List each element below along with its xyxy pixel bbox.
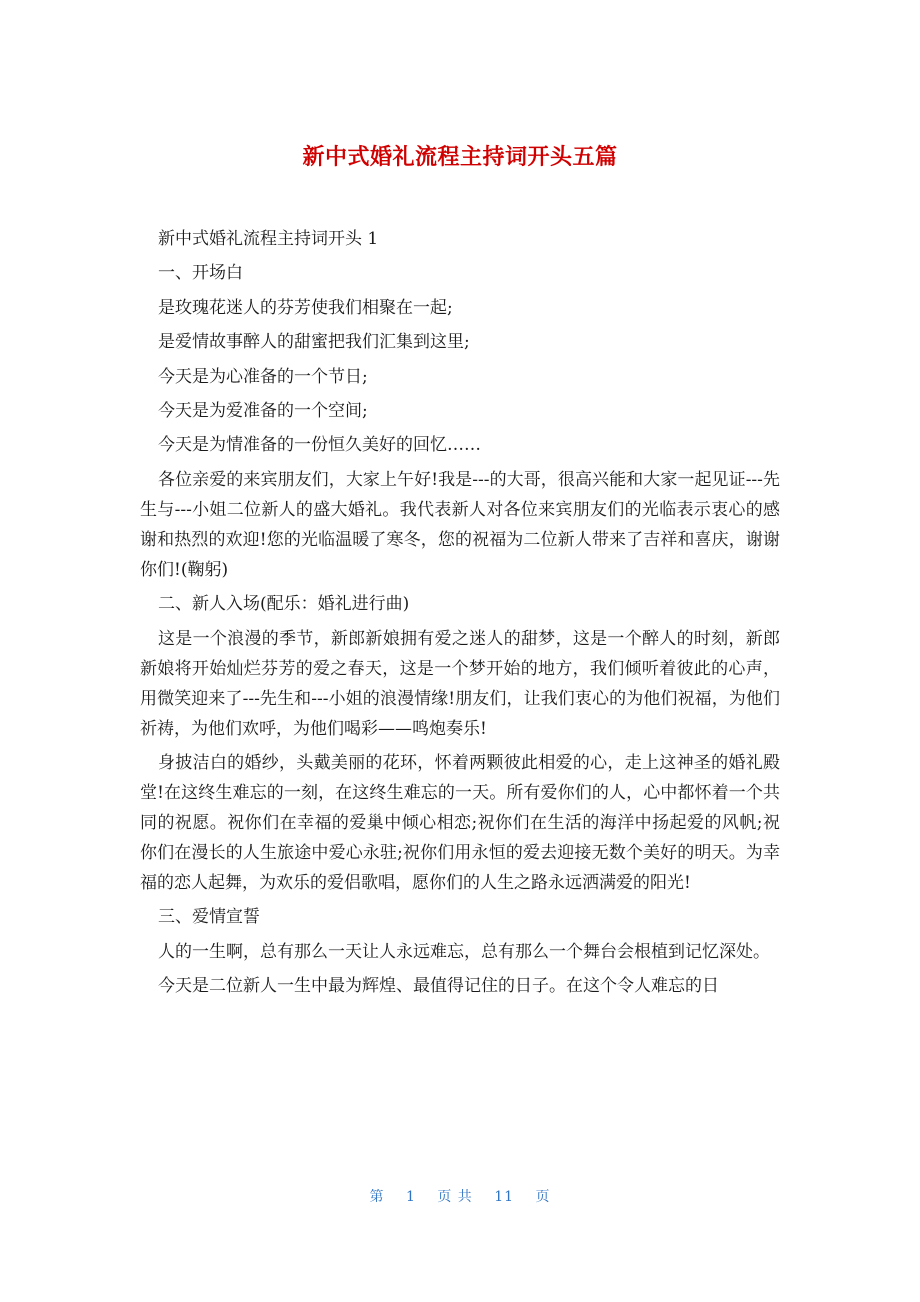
- section-heading: 一、开场白: [158, 263, 243, 284]
- paragraph: 各位亲爱的来宾朋友们，大家上午好!我是---的大哥，很高兴能和大家一起见证---先生与---小姐二位新人的盛大婚礼。我代表新人对各位来宾朋友们的光临表示衷心的感谢和热烈的欢迎!您的光临温暖了寒冬，您的祝福为二位新人带来了吉祥和喜庆，谢谢你们!(鞠躬): [140, 469, 780, 580]
- paragraph: 身披洁白的婚纱，头戴美丽的花环，怀着两颗彼此相爱的心，走上这神圣的婚礼殿堂!在这终生难忘的一刻，在这终生难忘的一天。所有爱你们的人，心中都怀着一个共同的祝愿。祝你们在幸福的爱巢中倾心相恋;祝你们在生活的海洋中扬起爱的风帆;祝你们在漫长的人生旅途中爱心永驻;祝你们用永恒的爱去迎接无数个美好的明天。为幸福的恋人起舞，为欢乐的爱侣歌唱，愿你们的人生之路永远洒满爱的阳光!: [140, 752, 780, 893]
- paragraph: 人的一生啊，总有那么一天让人永远难忘，总有那么一个舞台会根植到记忆深处。: [158, 941, 770, 962]
- footer-label-pages: 页: [535, 1189, 551, 1205]
- text-line: 今天是为爱准备的一个空间;: [158, 400, 368, 421]
- text-line: 是爱情故事醉人的甜蜜把我们汇集到这里;: [158, 332, 470, 353]
- page-footer: [0, 1186, 920, 1206]
- section-heading: 三、爱情宣誓: [158, 907, 260, 928]
- footer-current-page: 1: [405, 1189, 416, 1205]
- section-heading: 新中式婚礼流程主持词开头 1: [158, 229, 379, 249]
- footer-total-pages: 11: [494, 1189, 515, 1205]
- text-line: 今天是为情准备的一份恒久美好的回忆……: [158, 435, 481, 456]
- footer-label-page: 第: [369, 1189, 385, 1205]
- section-heading: 二、新人入场(配乐：婚礼进行曲): [158, 594, 410, 615]
- paragraph: 这是一个浪漫的季节，新郎新娘拥有爱之迷人的甜梦，这是一个醉人的时刻，新郎新娘将开始灿烂芬芳的爱之春天，这是一个梦开始的地方，我们倾听着彼此的心声，用微笑迎来了---先生和---小姐的浪漫情缘!朋友们，让我们衷心的为他们祝福，为他们祈祷，为他们欢呼，为他们喝彩——鸣炮奏乐!: [140, 628, 780, 739]
- text-line: 今天是为心准备的一个节日;: [158, 366, 368, 387]
- footer-label-of: 页 共: [437, 1189, 473, 1205]
- paragraph: 今天是二位新人一生中最为辉煌、最值得记住的日子。在这个令人难忘的日: [158, 976, 719, 997]
- document-body: [140, 224, 780, 1005]
- text-line: 是玫瑰花迷人的芬芳使我们相聚在一起;: [158, 297, 453, 318]
- document-title: 新中式婚礼流程主持词开头五篇: [302, 145, 618, 170]
